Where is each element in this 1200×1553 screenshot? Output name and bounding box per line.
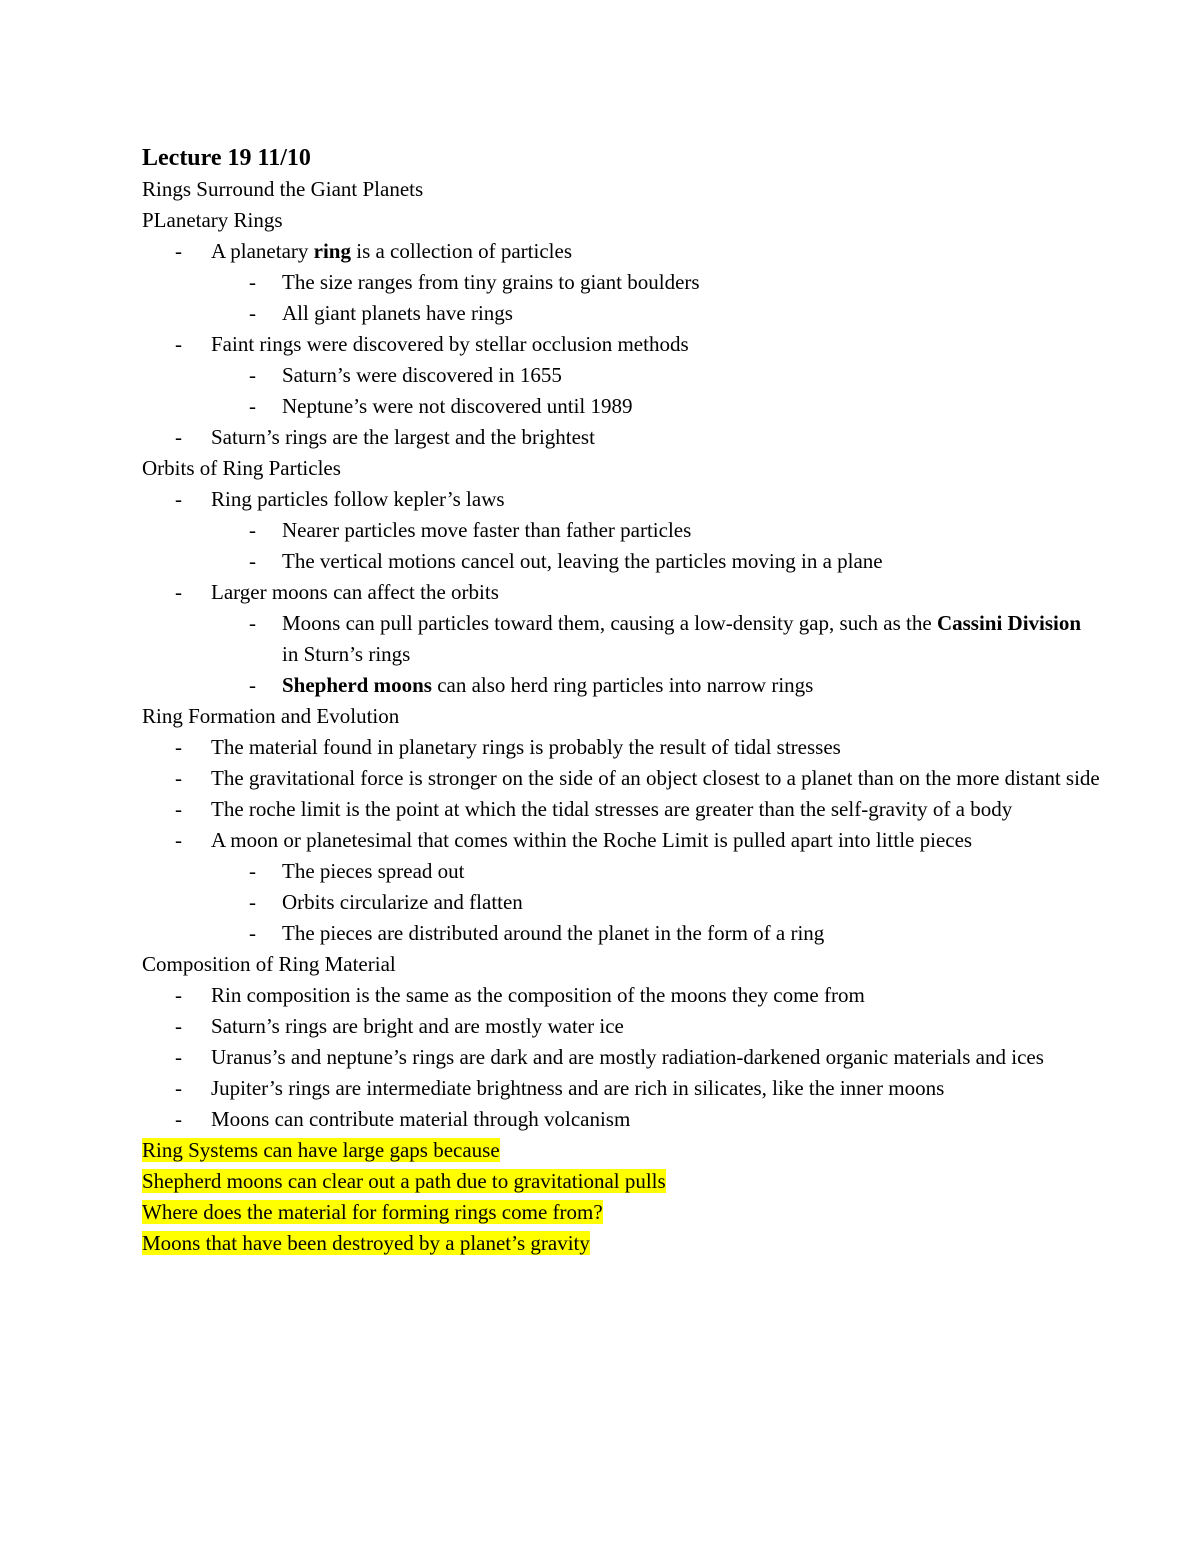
bullet-item [142, 1011, 1102, 1042]
line-text [142, 177, 423, 201]
text-segment: Faint rings were discovered by stellar occlusion methods [211, 332, 689, 356]
line-text [211, 1107, 630, 1131]
bullet-dash: - [175, 766, 182, 790]
section-heading [142, 174, 1102, 205]
bullet-dash: - [175, 1045, 182, 1069]
text-segment: Shepherd moons can clear out a path due to gravitational pulls [142, 1169, 666, 1193]
bullet-item [142, 329, 1102, 360]
bold-term: Cassini Division [936, 611, 1082, 635]
line-text [211, 332, 689, 356]
line-text [142, 1231, 590, 1255]
text-segment: The size ranges from tiny grains to giant boulders [282, 270, 700, 294]
line-text [282, 611, 1081, 666]
bullet-dash: - [249, 549, 256, 573]
bullet-dash: - [249, 301, 256, 325]
text-segment: Saturn’s rings are the largest and the brightest [211, 425, 595, 449]
line-text [211, 983, 865, 1007]
line-text [282, 859, 465, 883]
line-text [211, 735, 841, 759]
line-text [211, 766, 1100, 790]
text-segment: Moons that have been destroyed by a planet’s gravity [142, 1231, 590, 1255]
line-text [142, 1138, 500, 1162]
line-text [211, 580, 499, 604]
line-text [282, 363, 562, 387]
text-segment: Rings Surround the Giant Planets [142, 177, 424, 201]
bullet-dash: - [175, 797, 182, 821]
bullet-item [142, 732, 1102, 763]
sub-bullet-item [142, 515, 1102, 546]
bullet-dash: - [175, 828, 182, 852]
text-segment: The vertical motions cancel out, leaving the particles moving in a plane [282, 549, 883, 573]
line-text [211, 1014, 624, 1038]
text-segment: A moon or planetesimal that comes within the Roche Limit is pulled apart into little pieces [211, 828, 973, 852]
bullet-item [142, 422, 1102, 453]
bullet-dash: - [175, 735, 182, 759]
bullet-dash: - [249, 673, 256, 697]
line-text [142, 704, 399, 728]
text-segment: Moons can contribute material through volcanism [211, 1107, 631, 1131]
section-heading [142, 453, 1102, 484]
bullet-item [142, 825, 1102, 856]
text-segment: in Sturn’s rings [282, 642, 411, 666]
highlighted-note-line [142, 1135, 1102, 1166]
sub-bullet-item [142, 918, 1102, 949]
section-heading [142, 205, 1102, 236]
lecture-title: Lecture 19 11/10 [142, 145, 311, 171]
text-segment: The material found in planetary rings is probably the result of tidal stresses [211, 735, 841, 759]
section-heading [142, 701, 1102, 732]
bullet-item [142, 1073, 1102, 1104]
text-segment: Jupiter’s rings are intermediate brightness and are rich in silicates, like the inner moons [211, 1076, 945, 1100]
line-text [142, 1200, 603, 1224]
line-text [282, 270, 700, 294]
sub-bullet-item [142, 608, 1102, 670]
text-segment: Composition of Ring Material [142, 952, 396, 976]
bullet-dash: - [175, 983, 182, 1007]
bullet-dash: - [249, 270, 256, 294]
text-segment: PLanetary Rings [142, 208, 283, 232]
line-text [211, 797, 1012, 821]
text-segment: Where does the material for forming rings come from? [142, 1200, 603, 1224]
line-text [142, 952, 396, 976]
line-text [282, 394, 633, 418]
line-text [282, 921, 824, 945]
bullet-dash: - [249, 921, 256, 945]
text-segment: The pieces spread out [282, 859, 465, 883]
text-segment: is a collection of particles [350, 239, 572, 263]
text-segment: Saturn’s rings are bright and are mostly water ice [211, 1014, 624, 1038]
line-text [211, 239, 572, 263]
bullet-dash: - [249, 890, 256, 914]
line-text [211, 1076, 944, 1100]
sub-bullet-item [142, 887, 1102, 918]
sub-bullet-item [142, 267, 1102, 298]
bullet-dash: - [249, 611, 256, 635]
bold-term: Shepherd moons [282, 673, 432, 697]
bullet-dash: - [175, 1107, 182, 1131]
line-text [282, 301, 513, 325]
bullet-dash: - [175, 239, 182, 263]
line-text [282, 890, 523, 914]
text-segment: The pieces are distributed around the planet in the form of a ring [282, 921, 825, 945]
bullet-dash: - [175, 1076, 182, 1100]
bullet-item [142, 1104, 1102, 1135]
bullet-dash: - [249, 394, 256, 418]
text-segment: The gravitational force is stronger on the side of an object closest to a planet than on the more distant side [211, 766, 1100, 790]
bullet-dash: - [249, 363, 256, 387]
line-text [211, 487, 505, 511]
highlighted-note-line [142, 1197, 1102, 1228]
text-segment: A planetary [211, 239, 314, 263]
bullet-dash: - [175, 1014, 182, 1038]
sub-bullet-item [142, 546, 1102, 577]
bullet-item [142, 763, 1102, 794]
sub-bullet-item [142, 391, 1102, 422]
bullet-dash: - [175, 487, 182, 511]
sub-bullet-item [142, 298, 1102, 329]
sub-bullet-item [142, 856, 1102, 887]
bullet-dash: - [175, 332, 182, 356]
text-segment: Larger moons can affect the orbits [211, 580, 499, 604]
bullet-dash: - [249, 859, 256, 883]
line-text [282, 549, 883, 573]
bullet-item [142, 794, 1102, 825]
bullet-item [142, 1042, 1102, 1073]
notes-body [142, 174, 1102, 1259]
text-segment: Ring Formation and Evolution [142, 704, 400, 728]
text-segment: All giant planets have rings [282, 301, 513, 325]
bullet-item [142, 980, 1102, 1011]
line-text [142, 208, 283, 232]
line-text [211, 828, 972, 852]
line-text [211, 1045, 1044, 1069]
text-segment: Nearer particles move faster than father particles [282, 518, 692, 542]
text-segment: Ring Systems can have large gaps because [142, 1138, 500, 1162]
line-text [282, 518, 691, 542]
line-text [211, 425, 595, 449]
bold-term: ring [313, 239, 351, 263]
sub-bullet-item [142, 670, 1102, 701]
document-page [142, 143, 1102, 1259]
bullet-item [142, 577, 1102, 608]
line-text [142, 1169, 666, 1193]
bullet-dash: - [175, 425, 182, 449]
line-text [142, 456, 341, 480]
text-segment: Uranus’s and neptune’s rings are dark and are mostly radiation-darkened organic materials and ices [211, 1045, 1044, 1069]
section-heading [142, 949, 1102, 980]
text-segment: Neptune’s were not discovered until 1989 [282, 394, 633, 418]
bullet-item [142, 236, 1102, 267]
text-segment: can also herd ring particles into narrow rings [431, 673, 814, 697]
sub-bullet-item [142, 360, 1102, 391]
text-segment: Saturn’s were discovered in 1655 [282, 363, 562, 387]
bullet-dash: - [249, 518, 256, 542]
highlighted-note-line [142, 1166, 1102, 1197]
text-segment: Orbits circularize and flatten [282, 890, 523, 914]
text-segment: Ring particles follow kepler’s laws [211, 487, 505, 511]
text-segment: Rin composition is the same as the composition of the moons they come from [211, 983, 865, 1007]
highlighted-note-line [142, 1228, 1102, 1259]
bullet-dash: - [175, 580, 182, 604]
bullet-item [142, 484, 1102, 515]
text-segment: The roche limit is the point at which the tidal stresses are greater than the self-gravity of a body [211, 797, 1013, 821]
text-segment: Moons can pull particles toward them, causing a low-density gap, such as the [282, 611, 937, 635]
text-segment: Orbits of Ring Particles [142, 456, 341, 480]
line-text [282, 673, 813, 697]
